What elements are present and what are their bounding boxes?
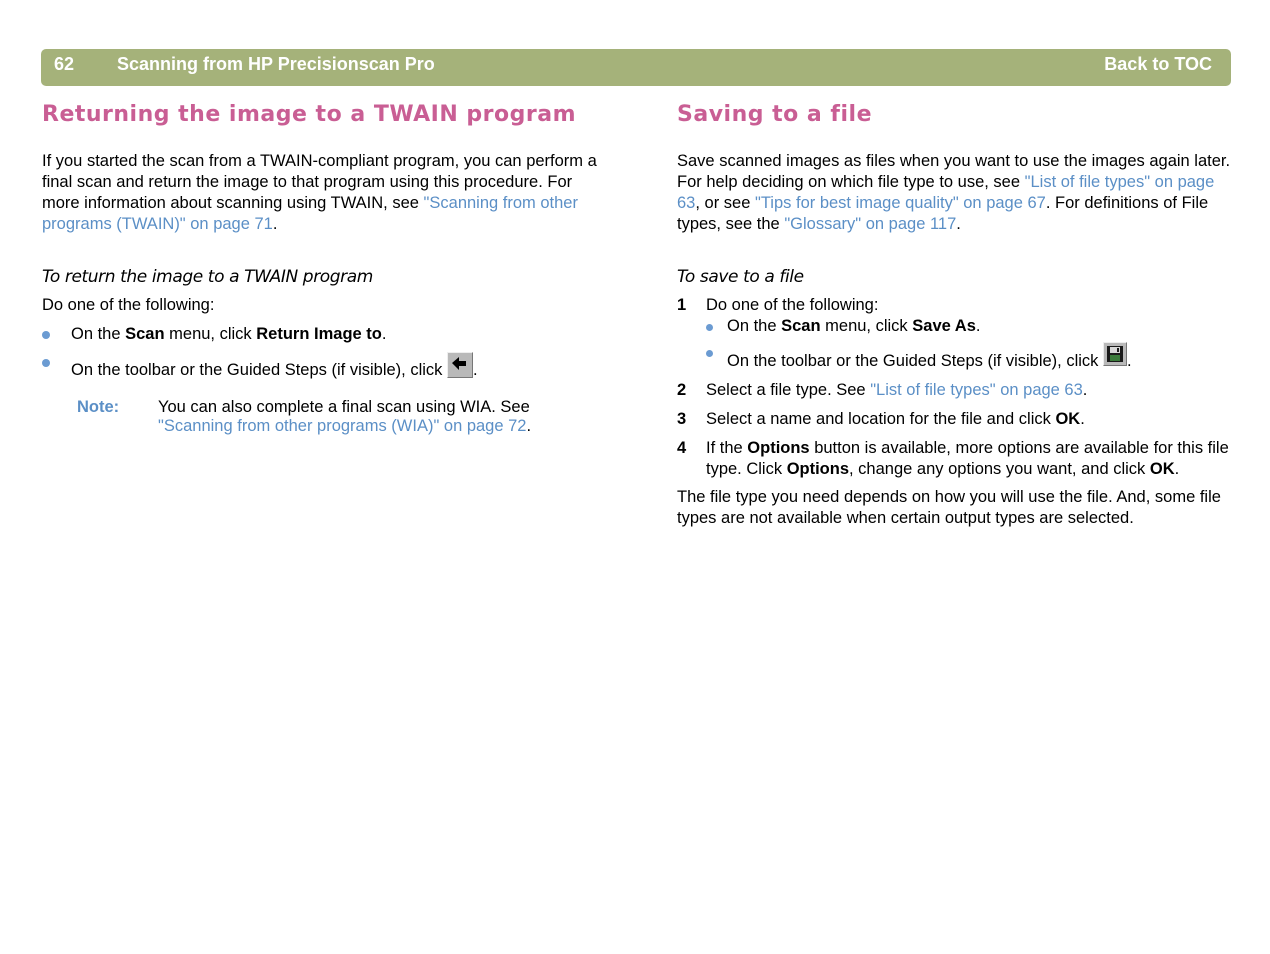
left-column — [42, 100, 602, 436]
list-item: On the toolbar or the Guided Steps (if visible), click . — [42, 352, 602, 381]
bullet-icon — [42, 359, 50, 367]
list-item: 1 Do one of the following: On the Scan menu, click Save As. On the toolbar or the Guided Steps (if visible), click . — [677, 295, 1232, 372]
section-heading-twain: Returning the image to a TWAIN program — [42, 102, 577, 127]
procedure-title-save: To save to a file — [677, 267, 804, 287]
twain-link[interactable]: "Scanning from other programs (TWAIN)" on page 71 — [42, 194, 578, 233]
step-number: 1 — [677, 296, 687, 314]
list-item: On the toolbar or the Guided Steps (if visible), click . — [706, 342, 1232, 372]
page-number: 62 — [54, 54, 75, 74]
twain-options-list — [42, 324, 602, 381]
closing-paragraph: The file type you need depends on how you will use the file. And, some file types are not available when certain output types are selected. — [677, 488, 1221, 527]
saving-intro-paragraph: Save scanned images as files when you want to use the images again later. For help deciding on which file type to use, see "List of file types" on page 63, or see "Tips for best image quality" on page 67. For definitions of File types, see the "Glossary" on page 117. — [677, 152, 1231, 233]
note-label: Note: — [77, 398, 120, 416]
save-options-list — [706, 316, 1232, 372]
file-types-link[interactable]: "List of file types" on page 63 — [677, 173, 1215, 212]
glossary-link[interactable]: "Glossary" on page 117 — [784, 215, 957, 233]
wia-link[interactable]: "Scanning from other programs (WIA)" on page 72 — [158, 417, 527, 435]
step-number: 3 — [677, 410, 687, 428]
back-to-toc-link[interactable]: Back to TOC — [1104, 54, 1212, 74]
bullet-icon — [706, 350, 713, 357]
note-block: Note: You can also complete a final scan using WIA. See "Scanning from other programs (WIA)" on page 72. — [77, 398, 532, 435]
image-quality-link[interactable]: "Tips for best image quality" on page 67 — [754, 194, 1046, 212]
twain-intro-paragraph: If you started the scan from a TWAIN-compliant program, you can perform a final scan and return the image to that program using this procedure. For more information about scanning using TWAIN, see "Scanning from other programs (TWAIN)" on page 71. — [42, 152, 597, 233]
section-heading-saving: Saving to a file — [677, 102, 873, 127]
list-item: 3 Select a name and location for the file and click OK. — [677, 410, 1085, 428]
step-number: 2 — [677, 381, 687, 399]
list-item: 2 Select a file type. See "List of file types" on page 63. — [677, 381, 1088, 399]
right-column — [677, 100, 1232, 529]
return-arrow-icon[interactable] — [447, 352, 473, 378]
chapter-title: Scanning from HP Precisionscan Pro — [117, 54, 435, 74]
step-number: 4 — [677, 439, 687, 457]
procedure-title-twain: To return the image to a TWAIN program — [42, 267, 373, 287]
save-steps-list — [677, 295, 1232, 480]
floppy-disk-icon[interactable] — [1103, 342, 1127, 366]
page-header — [41, 49, 1231, 86]
list-item: On the Scan menu, click Return Image to. — [42, 324, 602, 345]
bullet-icon — [706, 324, 713, 331]
bullet-icon — [42, 331, 50, 339]
file-types-link-2[interactable]: "List of file types" on page 63 — [870, 381, 1083, 399]
list-item: On the Scan menu, click Save As. — [706, 316, 1232, 337]
list-item: 4 If the Options button is available, more options are available for this file type. Click Options, change any options you want, and click OK. — [677, 439, 1229, 478]
do-one-text: Do one of the following: — [42, 296, 215, 314]
